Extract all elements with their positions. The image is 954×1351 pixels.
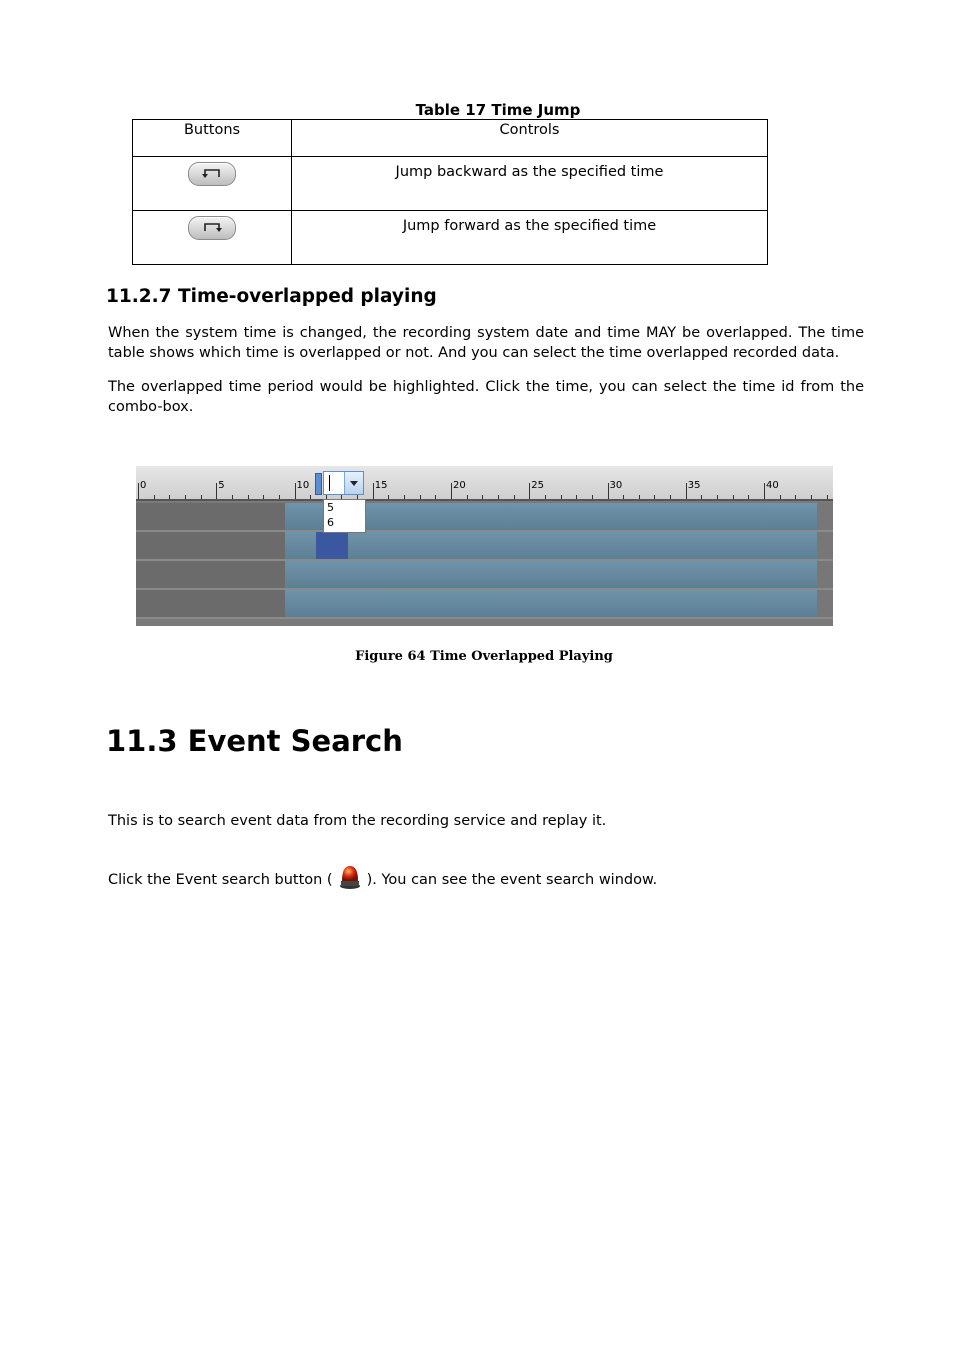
recorded-segment[interactable] (285, 590, 817, 617)
recorded-segment[interactable] (285, 532, 817, 559)
ruler-tick (654, 495, 655, 499)
jump-forward-button[interactable] (188, 216, 236, 240)
jump-backward-button[interactable] (188, 162, 236, 186)
ruler-tick (388, 495, 389, 499)
ruler-tick (717, 495, 718, 499)
ruler-tick (592, 495, 593, 499)
ruler-tick (780, 495, 781, 499)
ruler-tick (498, 495, 499, 499)
ruler-label: 30 (609, 480, 623, 491)
time-jump-table (132, 119, 768, 265)
ruler-tick (608, 483, 609, 499)
ruler-tick (435, 495, 436, 499)
track-edge (817, 532, 833, 559)
ruler-tick (576, 495, 577, 499)
ruler-label: 40 (766, 480, 779, 491)
ruler-tick (154, 495, 155, 499)
ruler-tick (529, 483, 530, 499)
text-before-icon: Click the Event search button ( (108, 872, 333, 888)
figure-caption: Figure 64 Time Overlapped Playing (355, 649, 613, 664)
timeline-track[interactable] (136, 503, 833, 532)
ruler-label: 20 (453, 480, 466, 491)
table-caption: Table 17 Time Jump (415, 101, 581, 119)
ruler-tick (420, 495, 421, 499)
table-row (133, 157, 768, 211)
dropdown-option[interactable]: 5 (327, 501, 334, 514)
ruler-tick (404, 495, 405, 499)
ruler-tick (764, 483, 765, 499)
overlapped-highlight[interactable] (316, 532, 348, 559)
button-cell (133, 157, 292, 211)
time-id-dropdown (323, 499, 366, 533)
ruler-tick (216, 483, 217, 499)
ruler-tick (373, 483, 374, 499)
ruler-tick (263, 495, 264, 499)
ruler-tick (295, 483, 296, 499)
time-id-combobox[interactable] (323, 471, 364, 495)
ruler-tick (185, 495, 186, 499)
header-controls: Controls (292, 120, 768, 157)
ruler-tick (686, 483, 687, 499)
ruler-tick (248, 495, 249, 499)
ruler-label: 0 (140, 480, 147, 491)
paragraph-overlap-highlight: The overlapped time period would be highlighted. Click the time, you can select the time id from the combo-box. (108, 379, 864, 415)
timeline-track[interactable] (136, 590, 833, 619)
ruler-tick (310, 495, 311, 499)
ruler-tick (451, 483, 452, 499)
section-heading-11-3: 11.3 Event Search (106, 724, 403, 758)
ruler-tick (670, 495, 671, 499)
ruler-tick (514, 495, 515, 499)
control-cell: Jump forward as the specified time (292, 211, 768, 265)
ruler-tick (748, 495, 749, 499)
ruler-tick (733, 495, 734, 499)
track-edge (817, 561, 833, 588)
ruler-tick (169, 495, 170, 499)
track-edge (817, 503, 833, 530)
control-cell: Jump backward as the specified time (292, 157, 768, 211)
table-row (133, 211, 768, 265)
dropdown-option[interactable]: 6 (327, 516, 334, 529)
time-ruler (136, 466, 833, 501)
ruler-tick (545, 495, 546, 499)
ruler-tick (467, 495, 468, 499)
event-search-icon (339, 864, 361, 890)
track-edge (817, 590, 833, 617)
paragraph-overlap-intro: When the system time is changed, the recording system date and time MAY be overlapped. The time table shows which time is overlapped or not. And you can select the time overlapped recorded data. (108, 325, 864, 361)
ruler-tick (201, 495, 202, 499)
button-cell (133, 211, 292, 265)
section-heading-11-2-7: 11.2.7 Time-overlapped playing (106, 286, 437, 307)
text-after-icon: ). You can see the event search window. (366, 872, 658, 888)
ruler-label: 25 (531, 480, 544, 491)
ruler-tick (701, 495, 702, 499)
jump-forward-icon (202, 221, 222, 233)
ruler-tick (795, 495, 796, 499)
paragraph-event-button (108, 864, 864, 890)
table-header-row (133, 120, 768, 157)
ruler-tick (279, 495, 280, 499)
ruler-tick (482, 495, 483, 499)
time-table-figure (136, 466, 833, 626)
ruler-tick (138, 483, 139, 499)
ruler-label: 15 (374, 480, 388, 491)
timeline-track[interactable] (136, 561, 833, 590)
timeline-track[interactable] (136, 532, 833, 561)
header-buttons: Buttons (133, 120, 292, 157)
ruler-label: 10 (296, 480, 310, 491)
jump-backward-icon (202, 167, 222, 179)
ruler-label: 5 (218, 480, 225, 491)
ruler-tick (639, 495, 640, 499)
ruler-tick (827, 495, 828, 499)
text-caret (329, 475, 330, 491)
time-marker[interactable] (315, 473, 322, 495)
chevron-down-icon[interactable] (344, 472, 363, 494)
ruler-tick (623, 495, 624, 499)
ruler-tick (561, 495, 562, 499)
paragraph-event-search: This is to search event data from the recording service and replay it. (108, 813, 607, 829)
recorded-segment[interactable] (285, 561, 817, 588)
ruler-label: 35 (687, 480, 701, 491)
ruler-tick (811, 495, 812, 499)
ruler-tick (232, 495, 233, 499)
